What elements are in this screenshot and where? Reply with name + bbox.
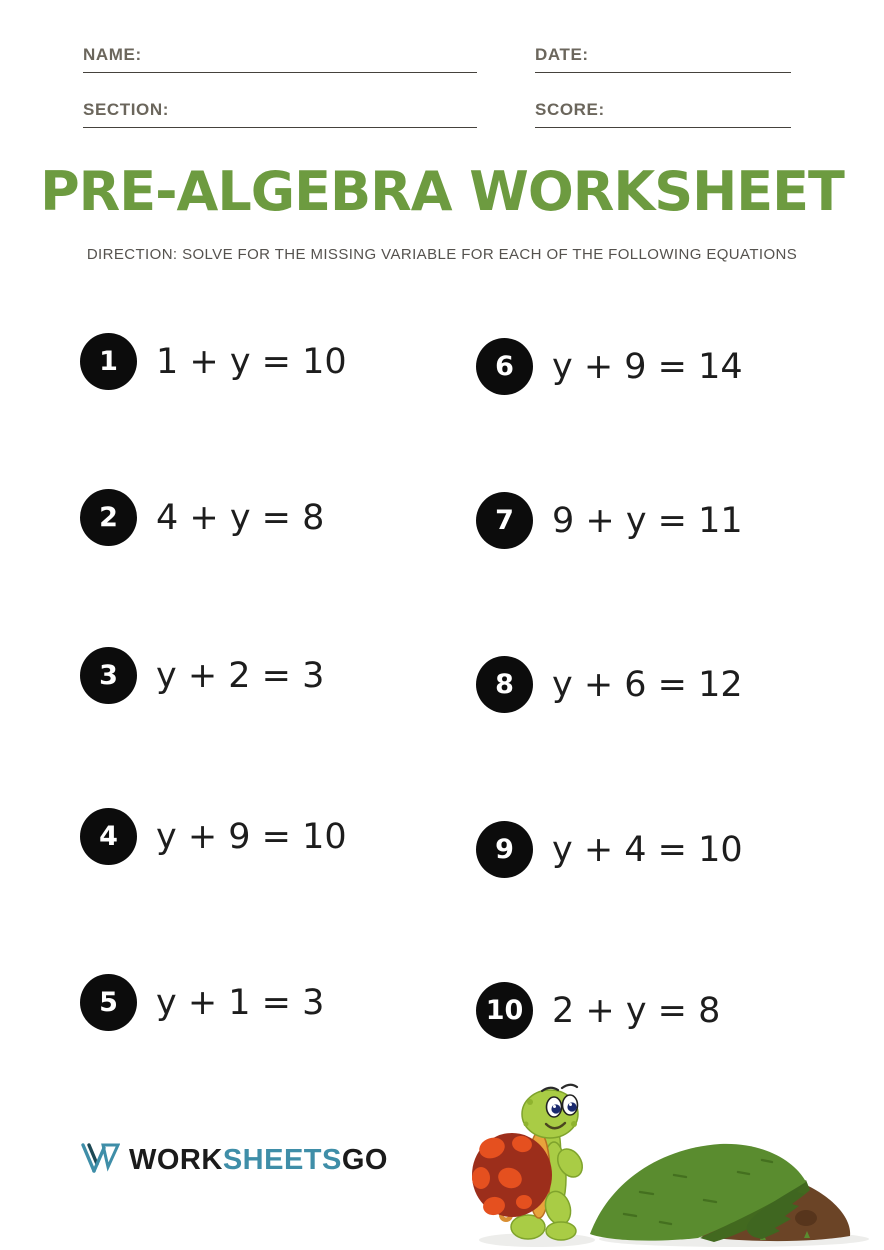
- date-label: DATE:: [535, 45, 589, 64]
- turtle: [472, 1085, 587, 1240]
- worksheetsgo-logo: [80, 1141, 388, 1180]
- problem-4-equation: y + 9 = 10: [156, 816, 347, 857]
- problem-2-number-badge: 2: [80, 489, 137, 546]
- problem-10: [476, 982, 720, 1039]
- problem-2: [80, 489, 324, 546]
- section-blank-line: [83, 127, 477, 128]
- worksheetsgo-logo-text: [129, 1144, 388, 1177]
- problem-5-number-badge: 5: [80, 974, 137, 1031]
- name-label: NAME:: [83, 45, 142, 64]
- turtle-eyebrow-right: [562, 1085, 577, 1088]
- problem-7-equation: 9 + y = 11: [552, 500, 743, 541]
- logo-text-work: WORK: [129, 1144, 223, 1176]
- problem-1-number-badge: 1: [80, 333, 137, 390]
- name-field: [83, 45, 477, 73]
- problem-3-equation: y + 2 = 3: [156, 655, 325, 696]
- direction-text: DIRECTION: SOLVE FOR THE MISSING VARIABLE FOR EACH OF THE FOLLOWING EQUATIONS: [86, 246, 798, 263]
- problem-8-equation: y + 6 = 12: [552, 664, 743, 705]
- problem-3: [80, 647, 324, 704]
- problem-6-equation: y + 9 = 14: [552, 346, 743, 387]
- problem-8-number-badge: 8: [476, 656, 533, 713]
- page-title: PRE-ALGEBRA WORKSHEET: [40, 160, 844, 223]
- score-field: [535, 100, 791, 128]
- problem-6: [476, 338, 743, 395]
- problem-5-equation: y + 1 = 3: [156, 982, 325, 1023]
- problem-9-equation: y + 4 = 10: [552, 829, 743, 870]
- problem-1: [80, 333, 347, 390]
- problem-2-equation: 4 + y = 8: [156, 497, 325, 538]
- problem-7: [476, 492, 743, 549]
- date-field: [535, 45, 791, 73]
- problem-3-number-badge: 3: [80, 647, 137, 704]
- logo-text-sheets: SHEETS: [222, 1144, 342, 1176]
- section-field: [83, 100, 477, 128]
- score-label: SCORE:: [535, 100, 605, 119]
- score-blank-line: [535, 127, 791, 128]
- problem-5: [80, 974, 324, 1031]
- section-label: SECTION:: [83, 100, 170, 119]
- problem-7-number-badge: 7: [476, 492, 533, 549]
- logo-text-go: GO: [341, 1144, 388, 1176]
- turtle-front-foot: [546, 1222, 576, 1240]
- name-blank-line: [83, 72, 477, 73]
- problem-10-number-badge: 10: [476, 982, 533, 1039]
- problem-4: [80, 808, 347, 865]
- date-blank-line: [535, 72, 791, 73]
- problem-1-equation: 1 + y = 10: [156, 341, 347, 382]
- turtle-and-mound-illustration: [462, 1082, 884, 1250]
- worksheetsgo-logo-icon: [80, 1141, 120, 1180]
- problem-4-number-badge: 4: [80, 808, 137, 865]
- problem-10-equation: 2 + y = 8: [552, 990, 721, 1031]
- problem-6-number-badge: 6: [476, 338, 533, 395]
- problem-8: [476, 656, 743, 713]
- problem-9-number-badge: 9: [476, 821, 533, 878]
- problem-9: [476, 821, 743, 878]
